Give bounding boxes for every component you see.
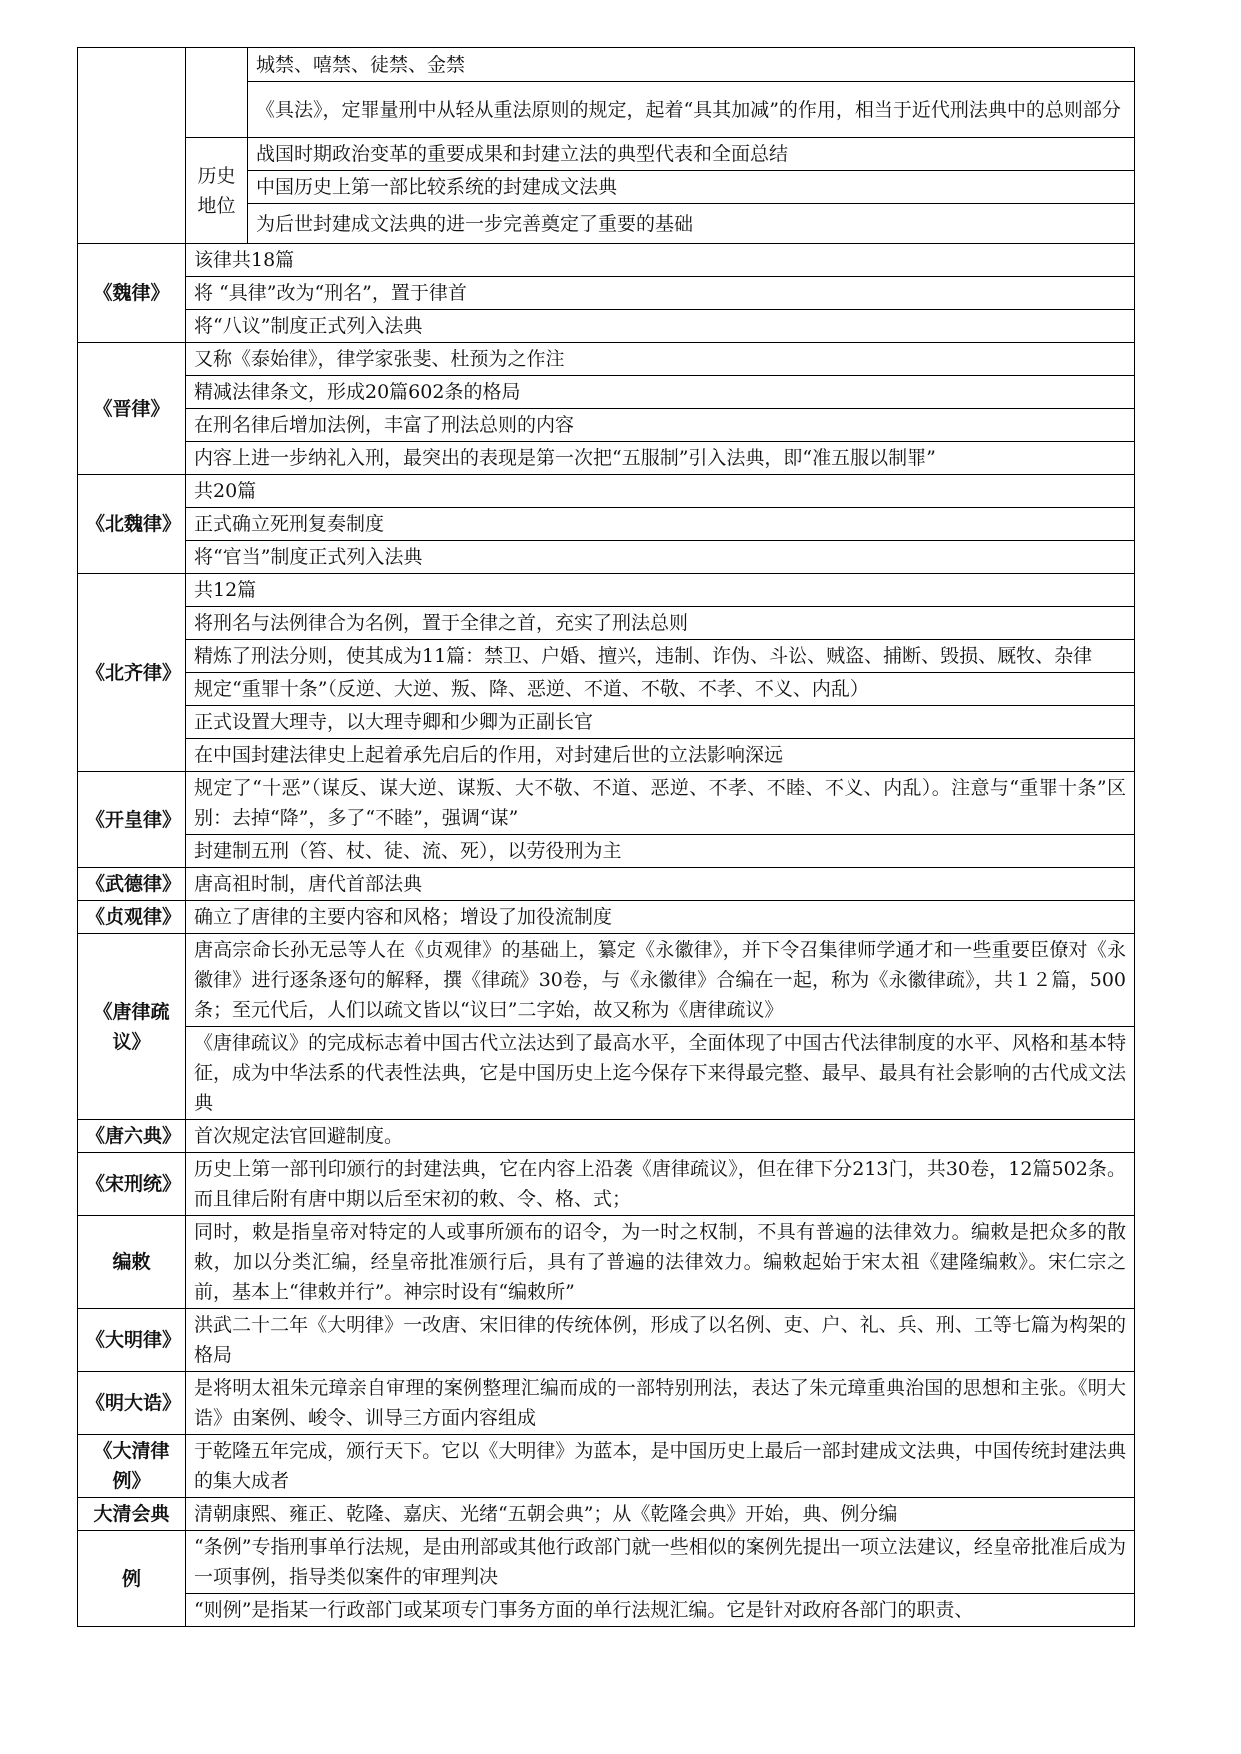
text-cell: 首次规定法官回避制度。	[186, 1120, 1135, 1153]
table-row	[78, 1153, 1135, 1216]
table-row	[78, 934, 1135, 1027]
text-cell: 战国时期政治变革的重要成果和封建立法的典型代表和全面总结	[248, 138, 1135, 171]
text-cell: 唐高祖时制，唐代首部法典	[186, 868, 1135, 901]
table-row	[78, 277, 1135, 310]
blank-sub-cell	[186, 48, 248, 138]
table-row	[78, 835, 1135, 868]
law-name-cell: 大清会典	[78, 1498, 186, 1531]
text-cell: 为后世封建成文法典的进一步完善奠定了重要的基础	[248, 204, 1135, 244]
text-cell: 是将明太祖朱元璋亲自审理的案例整理汇编而成的一部特别刑法，表达了朱元璋重典治国的思想和主张。《明大诰》由案例、峻令、训导三方面内容组成	[186, 1372, 1135, 1435]
table-row	[78, 244, 1135, 277]
text-cell: 精炼了刑法分则，使其成为11篇：禁卫、户婚、擅兴，违制、诈伪、斗讼、贼盗、捕断、毁损、厩牧、杂律	[186, 640, 1135, 673]
table-row	[78, 1498, 1135, 1531]
law-name-cell: 《晋律》	[78, 343, 186, 475]
text-cell: 清朝康熙、雍正、乾隆、嘉庆、光绪“五朝会典”；从《乾隆会典》开始，典、例分编	[186, 1498, 1135, 1531]
text-cell: 共12篇	[186, 574, 1135, 607]
table-row	[78, 673, 1135, 706]
table-row	[78, 574, 1135, 607]
law-name-cell: 《开皇律》	[78, 772, 186, 868]
law-name-cell: 《唐六典》	[78, 1120, 186, 1153]
law-name-cell: 例	[78, 1531, 186, 1627]
text-cell: 历史上第一部刊印颁行的封建法典，它在内容上沿袭《唐律疏议》，但在律下分213门，共30卷，12篇502条。而且律后附有唐中期以后至宋初的敕、令、格、式；	[186, 1153, 1135, 1216]
text-cell: 精减法律条文，形成20篇602条的格局	[186, 376, 1135, 409]
law-summary-table	[77, 47, 1135, 1627]
text-cell: 同时，敕是指皇帝对特定的人或事所颁布的诏令，为一时之权制，不具有普遍的法律效力。编敕是把众多的散敕，加以分类汇编，经皇帝批准颁行后，具有了普遍的法律效力。编敕起始于宋太祖《建隆编敕》。宋仁宗之前，基本上“律敕并行”。神宗时设有“编敕所”	[186, 1216, 1135, 1309]
table-row	[78, 310, 1135, 343]
status-label-cell: 历史地位	[186, 138, 248, 244]
text-cell: 城禁、嘻禁、徒禁、金禁	[248, 48, 1135, 82]
text-cell: 将“官当”制度正式列入法典	[186, 541, 1135, 574]
table-row	[78, 442, 1135, 475]
table-row	[78, 1309, 1135, 1372]
text-cell: 共20篇	[186, 475, 1135, 508]
law-name-cell: 《明大诰》	[78, 1372, 186, 1435]
table-row	[78, 640, 1135, 673]
table-row	[78, 1120, 1135, 1153]
law-name-cell: 《大清律例》	[78, 1435, 186, 1498]
text-cell: 正式设置大理寺，以大理寺卿和少卿为正副长官	[186, 706, 1135, 739]
table-row	[78, 138, 1135, 171]
table-row	[78, 376, 1135, 409]
table-row	[78, 409, 1135, 442]
table-row	[78, 607, 1135, 640]
text-cell: 《唐律疏议》的完成标志着中国古代立法达到了最高水平，全面体现了中国古代法律制度的水平、风格和基本特征，成为中华法系的代表性法典，它是中国历史上迄今保存下来得最完整、最早、最具有社会影响的古代成文法典	[186, 1027, 1135, 1120]
table-row	[78, 343, 1135, 376]
text-cell: 封建制五刑（笞、杖、徒、流、死），以劳役刑为主	[186, 835, 1135, 868]
law-name-cell: 《北齐律》	[78, 574, 186, 772]
table-row	[78, 772, 1135, 835]
table-row	[78, 1027, 1135, 1120]
text-cell: 在中国封建法律史上起着承先启后的作用，对封建后世的立法影响深远	[186, 739, 1135, 772]
table-row	[78, 1435, 1135, 1498]
table-row	[78, 1594, 1135, 1627]
law-name-cell: 《贞观律》	[78, 901, 186, 934]
table-row	[78, 48, 1135, 82]
table-row	[78, 706, 1135, 739]
text-cell: 规定了“十恶”（谋反、谋大逆、谋叛、大不敬、不道、恶逆、不孝、不睦、不义、内乱）。注意与“重罪十条”区别：去掉“降”，多了“不睦”，强调“谋”	[186, 772, 1135, 835]
text-cell: 在刑名律后增加法例，丰富了刑法总则的内容	[186, 409, 1135, 442]
text-cell: 正式确立死刑复奏制度	[186, 508, 1135, 541]
text-cell: 于乾隆五年完成，颁行天下。它以《大明律》为蓝本，是中国历史上最后一部封建成文法典，中国传统封建法典的集大成者	[186, 1435, 1135, 1498]
law-name-cell: 编敕	[78, 1216, 186, 1309]
table-row	[78, 541, 1135, 574]
law-name-cell: 《宋刑统》	[78, 1153, 186, 1216]
law-name-cell: 《北魏律》	[78, 475, 186, 574]
blank-cell	[78, 48, 186, 244]
text-cell: 内容上进一步纳礼入刑，最突出的表现是第一次把“五服制”引入法典，即“准五服以制罪”	[186, 442, 1135, 475]
table-row	[78, 1216, 1135, 1309]
text-cell: 该律共18篇	[186, 244, 1135, 277]
table-row	[78, 739, 1135, 772]
text-cell: 中国历史上第一部比较系统的封建成文法典	[248, 171, 1135, 204]
law-name-cell: 《魏律》	[78, 244, 186, 343]
table-row	[78, 868, 1135, 901]
law-name-cell: 《大明律》	[78, 1309, 186, 1372]
table-row	[78, 901, 1135, 934]
table-row	[78, 1531, 1135, 1594]
text-cell: 唐高宗命长孙无忌等人在《贞观律》的基础上，纂定《永徽律》，并下令召集律师学通才和一些重要臣僚对《永徽律》进行逐条逐句的解释，撰《律疏》30卷，与《永徽律》合编在一起，称为《永徽律疏》，共１２篇，500条；至元代后，人们以疏文皆以“议曰”二字始，故又称为《唐律疏议》	[186, 934, 1135, 1027]
text-cell: 《具法》，定罪量刑中从轻从重法原则的规定，起着“具其加减”的作用，相当于近代刑法典中的总则部分	[248, 82, 1135, 138]
table-row	[78, 475, 1135, 508]
text-cell: 又称《泰始律》，律学家张斐、杜预为之作注	[186, 343, 1135, 376]
text-cell: 将 “具律”改为“刑名”，置于律首	[186, 277, 1135, 310]
text-cell: 洪武二十二年《大明律》一改唐、宋旧律的传统体例，形成了以名例、吏、户、礼、兵、刑、工等七篇为构架的格局	[186, 1309, 1135, 1372]
text-cell: “则例”是指某一行政部门或某项专门事务方面的单行法规汇编。它是针对政府各部门的职责、	[186, 1594, 1135, 1627]
law-name-cell: 《唐律疏议》	[78, 934, 186, 1120]
text-cell: 将刑名与法例律合为名例，置于全律之首，充实了刑法总则	[186, 607, 1135, 640]
table-row	[78, 1372, 1135, 1435]
text-cell: “条例”专指刑事单行法规，是由刑部或其他行政部门就一些相似的案例先提出一项立法建议，经皇帝批准后成为一项事例，指导类似案件的审理判决	[186, 1531, 1135, 1594]
table-row	[78, 508, 1135, 541]
text-cell: 规定“重罪十条”（反逆、大逆、叛、降、恶逆、不道、不敬、不孝、不义、内乱）	[186, 673, 1135, 706]
text-cell: 将“八议”制度正式列入法典	[186, 310, 1135, 343]
law-name-cell: 《武德律》	[78, 868, 186, 901]
text-cell: 确立了唐律的主要内容和风格；增设了加役流制度	[186, 901, 1135, 934]
